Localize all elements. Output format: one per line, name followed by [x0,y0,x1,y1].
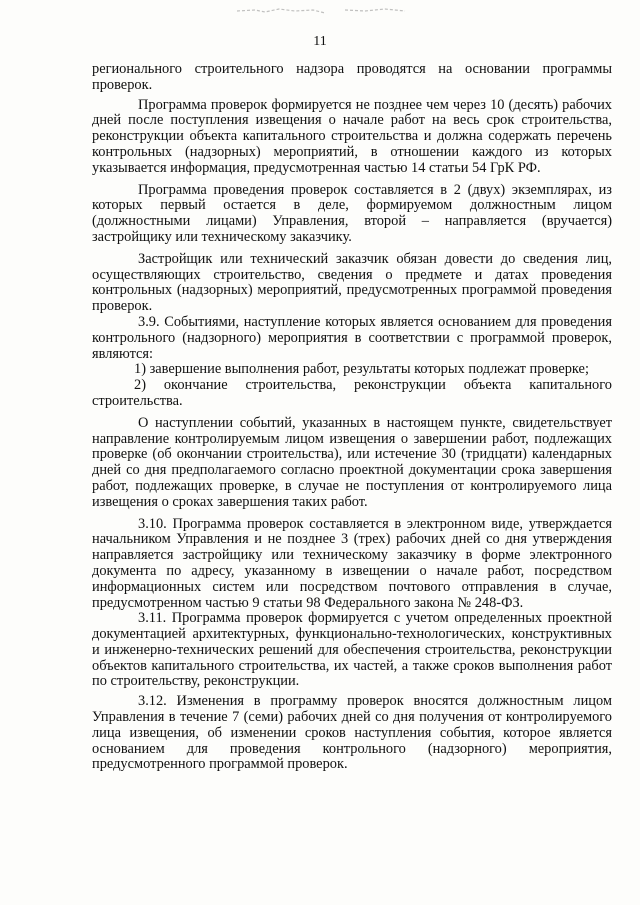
scan-noise-mark [235,4,415,18]
page-number: 11 [313,34,327,49]
paragraph-3-12: 3.12. Изменения в программу проверок вносятся должностным лицом Управления в течение 7 (семи) рабочих дней со дня получения от контролируемого лица извещения, об изменении сроков наступления события, которое является основанием для проведения контрольного (надзорного) мероприятия, предусмотренного программой проверок. [92,693,612,773]
paragraph-events-notice: О наступлении событий, указанных в настоящем пункте, свидетельствует направление контролируемым лицом извещения о завершении работ, подлежащих проверке (об окончании строительства), или истечение 30 (тридцати) календарных дней со дня предполагаемого согласно проектной документации срока завершения работ, подлежащих проверке, в случае не поступления от контролируемого лица извещения о сроках завершения таких работ. [92,414,612,510]
list-item-1: 1) завершение выполнения работ, результаты которых подлежат проверке; [134,361,589,378]
document-body [92,62,612,773]
paragraph-developer-duty: Застройщик или технический заказчик обязан довести до сведения лиц, осуществляющих строительство, сведения о предмете и датах проведения контрольных (надзорных) мероприятий, предусмотренных программой проведения проверок. [92,250,612,315]
paragraph-program-copies: Программа проведения проверок составляется в 2 (двух) экземплярах, из которых первый остается в деле, формируемом должностным лицом (должностными лицами) Управления, второй – направляется (вручается) застройщику или техническому заказчику. [92,181,612,245]
paragraph-3-11: 3.11. Программа проверок формируется с учетом определенных проектной документацией архитектурных, функционально-технологических, конструктивных и инженерно-технических решений для обеспечения строительства, реконструкции объектов капитального строительства, их частей, а также сроков выполнения работ по строительству, реконструкции. [92,610,612,690]
paragraph-program-formation: Программа проверок формируется не позднее чем через 10 (десять) рабочих дней после поступления извещения о начале работ на весь срок строительства, реконструкции объекта капитального строительства и должна содержать перечень контрольных (надзорных) мероприятий, в отношении каждого из которых указывается информация, предусмотренная частью 14 статьи 54 ГрК РФ. [92,96,612,176]
paragraph-continuation: регионального строительного надзора проводятся на основании программы проверок. [92,61,612,93]
paragraph-3-10: 3.10. Программа проверок составляется в электронном виде, утверждается начальником Управления и не позднее 3 (трех) рабочих дней со дня утверждения направляется застройщику или техническому заказчику в форме электронного документа по адресу, указанному в извещении о начале работ, посредством информационных систем или посредством почтового отправления в случае, предусмотренном частью 9 статьи 98 Федерального закона № 248-ФЗ. [92,515,612,611]
list-item-2: 2) окончание строительства, реконструкции объекта капитального строительства. [92,377,612,409]
paragraph-3-9: 3.9. Событиями, наступление которых является основанием для проведения контрольного (надзорного) мероприятия в соответствии с программой проверок, являются: [92,313,612,362]
